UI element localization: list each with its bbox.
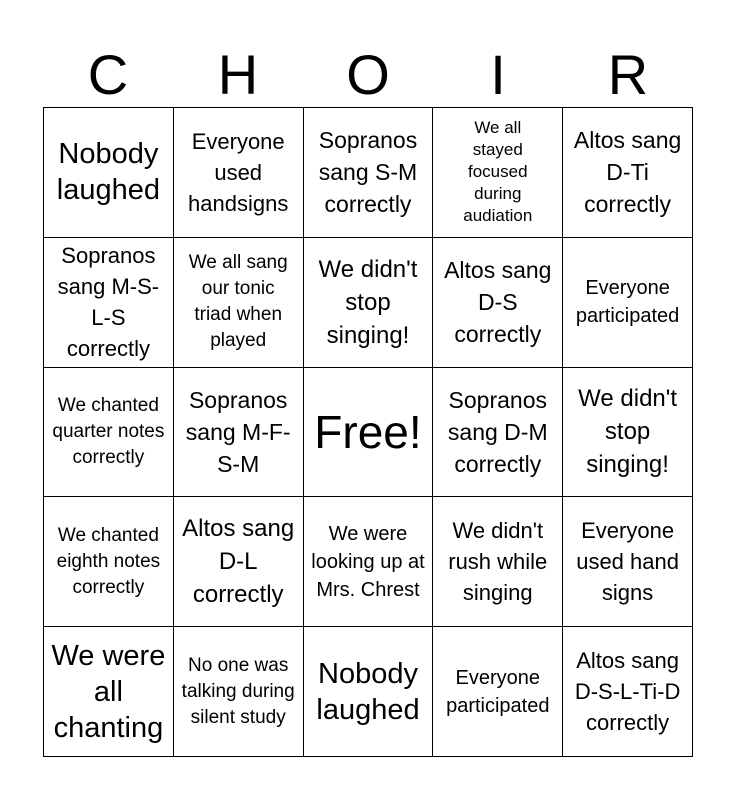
cell-text: No one was talking during silent study bbox=[181, 654, 295, 728]
bingo-cell[interactable] bbox=[433, 368, 563, 498]
bingo-cell[interactable] bbox=[433, 627, 563, 757]
bingo-cell[interactable] bbox=[304, 108, 434, 238]
bingo-cell[interactable] bbox=[433, 108, 563, 238]
cell-text: Sopranos sang S-M correctly bbox=[318, 127, 418, 218]
bingo-cell[interactable] bbox=[563, 497, 693, 627]
bingo-header bbox=[43, 44, 693, 106]
bingo-cell[interactable] bbox=[44, 108, 174, 238]
cell-text: Altos sang D-S correctly bbox=[444, 257, 552, 348]
cell-text: We didn't rush while singing bbox=[448, 518, 548, 606]
cell-text: We all sang our tonic triad when played bbox=[188, 252, 288, 352]
free-space-label: Free! bbox=[314, 405, 422, 458]
bingo-cell[interactable] bbox=[44, 238, 174, 368]
bingo-cell[interactable] bbox=[563, 368, 693, 498]
header-letter-r: R bbox=[607, 43, 649, 106]
cell-text: Sopranos sang M-F-S-M bbox=[185, 386, 291, 477]
cell-text: Sopranos sang M-S-L-S correctly bbox=[57, 243, 160, 362]
bingo-cell[interactable] bbox=[304, 238, 434, 368]
cell-text: Sopranos sang D-M correctly bbox=[447, 386, 548, 477]
cell-text: Everyone used handsigns bbox=[188, 128, 289, 216]
cell-text: We were all chanting bbox=[51, 639, 166, 744]
bingo-board bbox=[43, 107, 693, 757]
bingo-cell[interactable] bbox=[563, 238, 693, 368]
cell-text: Altos sang D-S-L-Ti-D correctly bbox=[574, 648, 681, 736]
bingo-cell[interactable] bbox=[563, 627, 693, 757]
header-letter-h: H bbox=[217, 43, 259, 106]
bingo-cell[interactable] bbox=[44, 627, 174, 757]
cell-text: Everyone participated bbox=[575, 277, 680, 328]
header-letter-c: C bbox=[87, 43, 129, 106]
cell-text: We chanted quarter notes correctly bbox=[52, 394, 165, 468]
cell-text: We were looking up at Mrs. Chrest bbox=[311, 522, 425, 601]
bingo-cell[interactable] bbox=[304, 627, 434, 757]
bingo-cell[interactable] bbox=[433, 497, 563, 627]
bingo-cell[interactable] bbox=[174, 627, 304, 757]
bingo-cell[interactable] bbox=[563, 108, 693, 238]
bingo-cell[interactable] bbox=[174, 108, 304, 238]
bingo-cell free-cell[interactable] bbox=[304, 368, 434, 498]
bingo-cell[interactable] bbox=[174, 368, 304, 498]
bingo-cell[interactable] bbox=[44, 497, 174, 627]
header-letter-i: I bbox=[490, 43, 506, 106]
cell-text: Altos sang D-Ti correctly bbox=[573, 127, 682, 218]
cell-text: We all stayed focused during audiation bbox=[463, 118, 533, 226]
cell-text: Everyone participated bbox=[446, 666, 550, 717]
cell-text: We chanted eighth notes correctly bbox=[56, 524, 161, 598]
bingo-cell[interactable] bbox=[174, 238, 304, 368]
cell-text: We didn't stop singing! bbox=[578, 385, 678, 479]
bingo-cell[interactable] bbox=[44, 368, 174, 498]
bingo-cell[interactable] bbox=[174, 497, 304, 627]
header-letter-o: O bbox=[346, 43, 390, 106]
cell-text: Nobody laughed bbox=[316, 657, 420, 726]
bingo-cell[interactable] bbox=[304, 497, 434, 627]
cell-text: We didn't stop singing! bbox=[318, 255, 418, 349]
cell-text: Everyone used hand signs bbox=[576, 518, 679, 606]
bingo-cell[interactable] bbox=[433, 238, 563, 368]
cell-text: Nobody laughed bbox=[56, 138, 160, 207]
cell-text: Altos sang D-L correctly bbox=[182, 515, 295, 609]
